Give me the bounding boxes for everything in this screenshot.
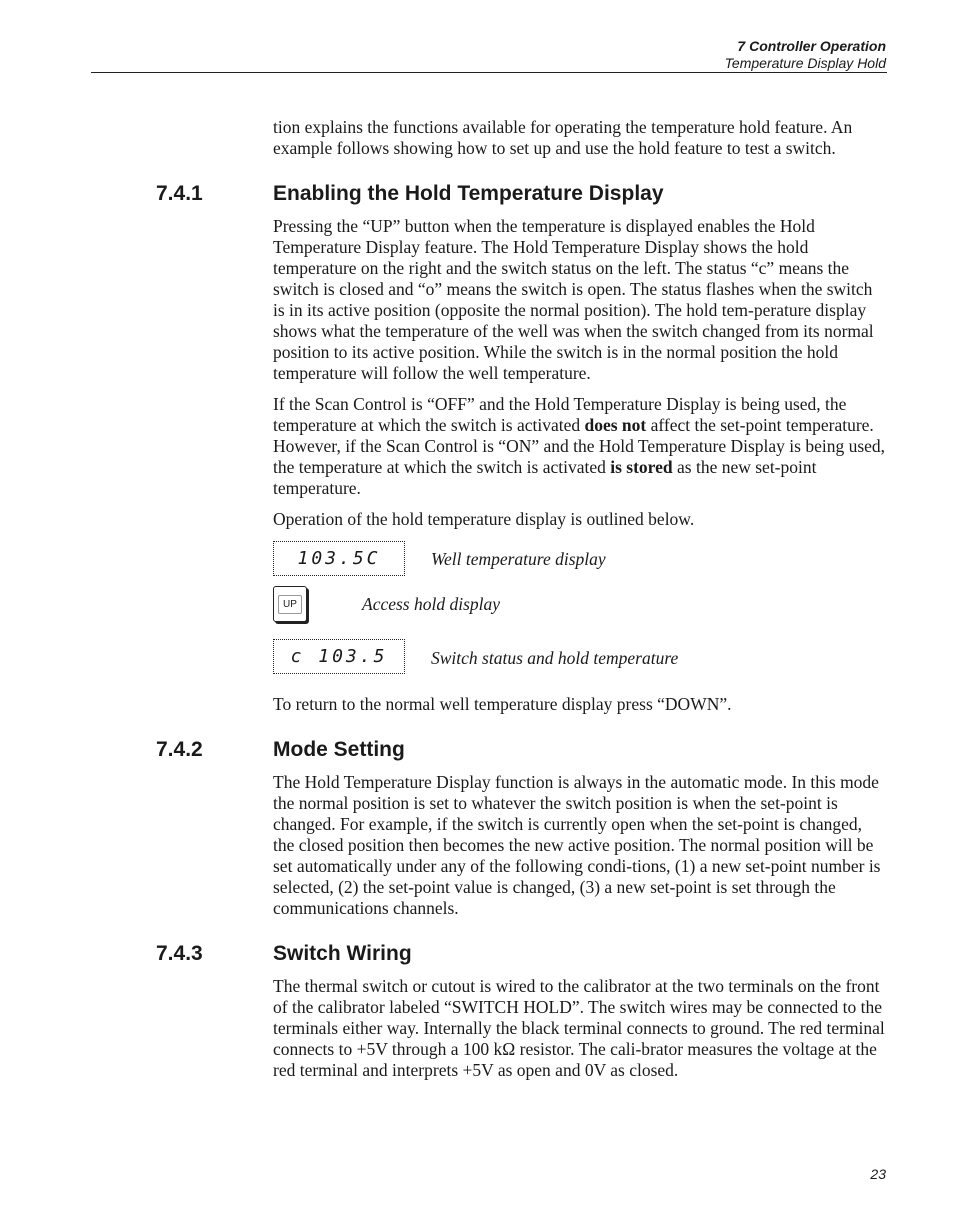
text-run: If the Scan Control is “OFF” and the Hold Temperature Display is being used, the temperature at which the switch is activated: [273, 394, 847, 435]
section-7-4-1-paragraph-3: Operation of the hold temperature display is outlined below.: [273, 509, 695, 529]
hold-display-diagram: [273, 541, 887, 679]
section-heading-7-4-3: [156, 942, 887, 966]
diagram-row-hold-temp: [273, 639, 887, 679]
running-head: [725, 38, 886, 72]
emphasis-is-stored: is stored: [610, 457, 673, 477]
caption-well-temperature: Well temperature display: [431, 549, 606, 569]
diagram-row-up-button: [273, 586, 887, 639]
section-7-4-1-paragraph-1: Pressing the “UP” button when the temperature is displayed enables the Hold Temperature Display feature. The Hold Temperature Display shows the hold temperature on the right and the switch status on the left. The status “c” means the switch is closed and “o” means the switch is open. The status flashes when the switch is in its active position (opposite the normal position). The hold tem-perature display shows what the temperature of the well was when the switch changed from its normal position to its active position. While the switch is in the normal position the hold temperature will follow the well temperature.: [273, 216, 874, 383]
page-number: 23: [870, 1166, 886, 1182]
section-title: Enabling the Hold Temperature Display: [273, 182, 664, 205]
section-heading-7-4-2: [156, 738, 887, 762]
section-7-4-1-paragraph-4: To return to the normal well temperature display press “DOWN”.: [273, 694, 732, 714]
header-rule: [91, 72, 887, 73]
section-number: 7.4.2: [156, 738, 203, 761]
intro-paragraph: tion explains the functions available for operating the temperature hold feature. An example follows showing how to set up and use the hold feature to test a switch.: [273, 117, 853, 158]
section-heading-7-4-1: [156, 182, 887, 206]
lcd-display-hold-temperature: c 103.5: [273, 639, 405, 674]
section-number: 7.4.1: [156, 182, 203, 205]
text-run: as the new set-point temperature.: [273, 457, 817, 498]
caption-switch-status: Switch status and hold temperature: [431, 648, 679, 668]
running-head-chapter: 7 Controller Operation: [737, 38, 886, 54]
section-7-4-3-paragraph-1: The thermal switch or cutout is wired to the calibrator at the two terminals on the front of the calibrator labeled “SWITCH HOLD”. The switch wires may be connected to the terminals either way. Internally the black terminal connects to ground. The red terminal connects to +5V through a 100 kΩ resistor. The cali-brator measures the voltage at the red terminal and interprets +5V as open and 0V as closed.: [273, 976, 885, 1080]
section-number: 7.4.3: [156, 942, 203, 965]
caption-access-hold: Access hold display: [362, 594, 501, 614]
lcd-display-well-temperature: 103.5C: [273, 541, 405, 576]
section-title: Mode Setting: [273, 738, 405, 761]
section-7-4-1-paragraph-2: [273, 394, 887, 499]
diagram-row-well-temp: [273, 541, 887, 581]
text-run: affect the set-point temperature. However, if the Scan Control is “ON” and the Hold Temperature Display is being used, the temperature at which the switch is activated: [273, 415, 886, 477]
up-button-label: UP: [278, 595, 302, 614]
section-title: Switch Wiring: [273, 942, 412, 965]
page-content: [156, 117, 887, 1081]
running-head-section: Temperature Display Hold: [724, 55, 886, 71]
emphasis-does-not: does not: [584, 415, 647, 435]
section-7-4-2-paragraph-1: The Hold Temperature Display function is always in the automatic mode. In this mode the normal position is set to whatever the switch position is when the set-point is changed. For example, if the switch is currently open when the set-point is changed, the closed position then becomes the new active position. The normal position will be set automatically under any of the following condi-tions, (1) a new set-point number is selected, (2) the set-point value is changed, (3) a new set-point is set through the communications channels.: [273, 772, 881, 918]
up-button[interactable]: [273, 586, 307, 622]
